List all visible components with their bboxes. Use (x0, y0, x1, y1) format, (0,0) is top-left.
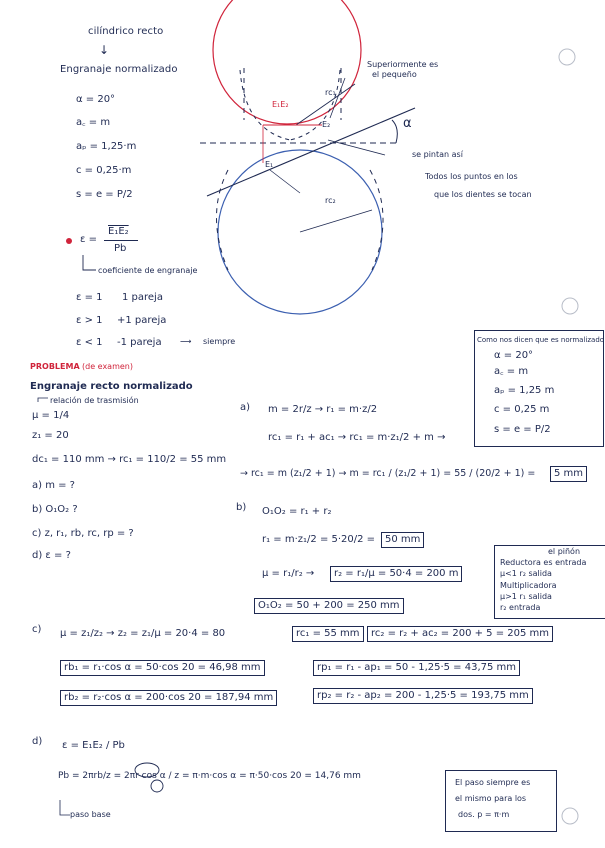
label-rc2: rc₂ (325, 196, 336, 205)
label-e2: E₂ (322, 120, 331, 129)
pinon-c: μ<1 r₂ salida (500, 569, 552, 578)
question-b: b) O₁O₂ ? (32, 504, 78, 515)
sol-c-rb2: rb₂ = r₂·cos α = 200·cos 20 = 187,94 mm (60, 690, 277, 706)
arrow-siempre: ⟶ (180, 337, 192, 346)
box-c: c = 0,25 m (494, 404, 550, 415)
note-que-dientes: que los dientes se tocan (434, 190, 532, 199)
label-relacion: relación de trasmisión (50, 396, 139, 405)
sol-c-rc2: rc₂ = r₂ + ac₂ = 200 + 5 = 205 mm (367, 626, 553, 642)
sol-c-rp1: rp₁ = r₁ - ap₁ = 50 - 1,25·5 = 43,75 mm (313, 660, 520, 676)
given-z1: z₁ = 20 (32, 430, 69, 441)
coef-case-1-value: 1 pareja (122, 292, 163, 303)
box-s: s = e = P/2 (494, 424, 551, 435)
sol-b-line2: r₁ = m·z₁/2 = 5·20/2 = (262, 534, 376, 545)
paso-note-3: dos. p = π·m (458, 810, 510, 819)
pinon-b: Reductora es entrada (500, 558, 587, 567)
label-e1e2: E₁E₂ (272, 100, 289, 109)
sol-a-label: a) (240, 402, 251, 413)
paso-note-2: el mismo para los (455, 794, 527, 803)
pinon-e: μ>1 r₁ salida (500, 592, 552, 601)
coef-case-2: ε > 1 (76, 315, 103, 326)
param-ac: a꜀ = m (76, 117, 111, 128)
sol-b-r1-result: 50 mm (381, 532, 424, 548)
label-coeficiente-engranaje: coeficiente de engranaje (98, 266, 198, 275)
pinon-a: el piñón (548, 547, 581, 556)
sol-a-line3: → rc₁ = m (z₁/2 + 1) → m = rc₁ / (z₁/2 + 1) = 55 / (20/2 + 1) = (240, 468, 536, 479)
param-alpha: α = 20° (76, 94, 116, 105)
heading-cilindrico-recto: cilíndrico recto (88, 26, 164, 37)
eps-symbol: ε = (80, 234, 97, 245)
sol-d-label: d) (32, 736, 43, 747)
sol-b-line3: μ = r₁/r₂ → (262, 568, 315, 579)
eps-denominator: Pb (114, 243, 127, 254)
red-bullet (66, 238, 72, 244)
note-todos: Todos los puntos en los (425, 172, 518, 181)
sol-c-rp2: rp₂ = r₂ - ap₂ = 200 - 1,25·5 = 193,75 mm (313, 688, 533, 704)
sol-c-label: c) (32, 624, 42, 635)
param-c: c = 0,25·m (76, 165, 132, 176)
question-c: c) z, r₁, rb, rc, rp = ? (32, 528, 134, 539)
fraction-bar (104, 240, 138, 241)
coef-case-1: ε = 1 (76, 292, 103, 303)
sol-a-line2: rc₁ = r₁ + ac₁ → rc₁ = m·z₁/2 + m → (268, 432, 446, 443)
sol-b-distance-result: O₁O₂ = 50 + 200 = 250 mm (254, 598, 404, 614)
coef-case-2-value: +1 pareja (117, 315, 167, 326)
given-mu: μ = 1/4 (32, 410, 70, 421)
box-heading: Como nos dicen que es normalizado (477, 336, 605, 344)
sol-a-line1: m = 2r/z → r₁ = m·z/2 (268, 404, 378, 415)
paso-note-1: El paso siempre es (455, 778, 531, 787)
label-paso-base: paso base (70, 810, 111, 819)
label-alpha: α (403, 116, 412, 131)
param-ap: aₚ = 1,25·m (76, 141, 137, 152)
note-superiormente: Superiormente es (367, 60, 439, 69)
box-alpha: α = 20° (494, 350, 534, 361)
problema-title: PROBLEMA (30, 362, 80, 371)
question-d: d) ε = ? (32, 550, 71, 561)
coef-case-3: ε < 1 (76, 337, 103, 348)
note-se-pintan: se pintan así (412, 150, 463, 159)
sol-c-rb1: rb₁ = r₁·cos α = 50·cos 20 = 46,98 mm (60, 660, 265, 676)
param-s: s = e = P/2 (76, 189, 133, 200)
eps-numerator: E₁E₂ (108, 226, 129, 237)
note-el-pequeno: el pequeño (372, 70, 417, 79)
down-arrow-icon: ↓ (99, 43, 110, 57)
question-a: a) m = ? (32, 480, 75, 491)
given-dc1: dc₁ = 110 mm → rc₁ = 110/2 = 55 mm (32, 454, 227, 465)
sol-c-rc1: rc₁ = 55 mm (292, 626, 364, 642)
coef-case-3-value: -1 pareja (117, 337, 162, 348)
sol-d-pb: Pb = 2πrb/z = 2πr cos α / z = π·m·cos α = π·50·cos 20 = 14,76 mm (58, 771, 361, 781)
sol-d-eps: ε = E₁E₂ / Pb (62, 740, 125, 751)
coef-case-3-note: siempre (203, 337, 236, 346)
label-rc1: rc₁ (325, 88, 336, 97)
box-ap: aₚ = 1,25 m (494, 385, 555, 396)
problema-title-2: (de examen) (82, 362, 133, 371)
pinon-f: r₂ entrada (500, 603, 541, 612)
heading-engranaje-normalizado: Engranaje normalizado (60, 64, 178, 75)
pinon-d: Multiplicadora (500, 581, 557, 590)
problema-heading: Engranaje recto normalizado (30, 381, 193, 392)
label-e1: E₁ (265, 160, 274, 169)
sol-c-line1: μ = z₁/z₂ → z₂ = z₁/μ = 20·4 = 80 (60, 628, 226, 639)
sol-b-line1: O₁O₂ = r₁ + r₂ (262, 506, 332, 517)
box-ac: a꜀ = m (494, 366, 529, 377)
sol-b-label: b) (236, 502, 247, 513)
sol-a-result: 5 mm (550, 466, 587, 482)
sol-b-r2-result: r₂ = r₁/μ = 50·4 = 200 m (330, 566, 462, 582)
